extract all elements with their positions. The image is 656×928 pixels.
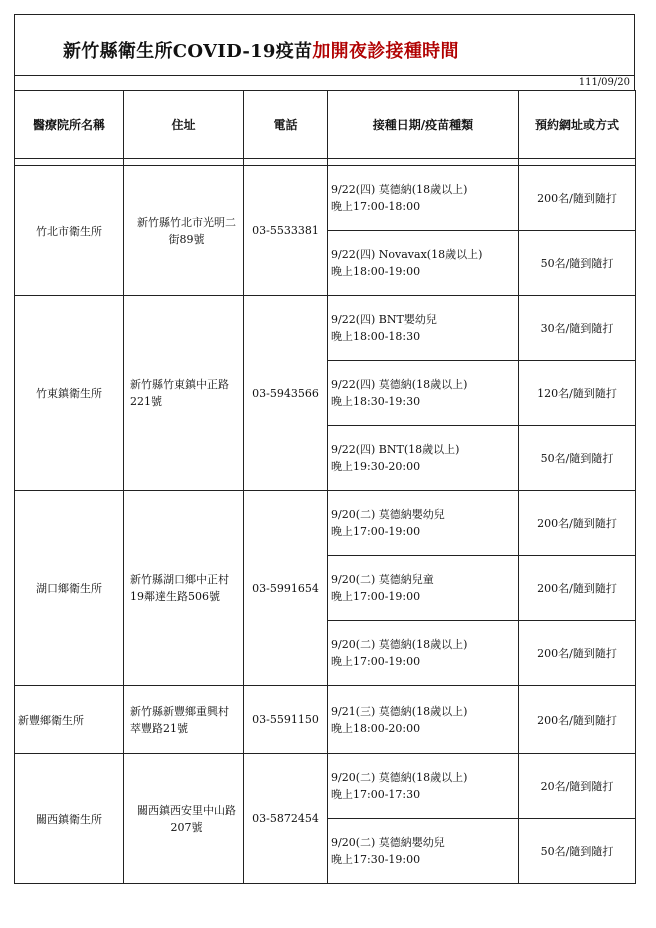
header-booking: 預約網址或方式 [519, 91, 636, 159]
date-stamp: 111/09/20 [14, 75, 635, 90]
session-info [328, 231, 519, 296]
session-time: 晚上18:00-18:30 [331, 330, 421, 343]
table-row [15, 491, 636, 556]
clinic-name: 竹東鎮衛生所 [15, 296, 124, 491]
address-line: 新竹縣新豐鄉重興村 [130, 704, 229, 718]
session-info [328, 361, 519, 426]
header-address: 住址 [124, 91, 244, 159]
session-booking: 200名/隨到隨打 [519, 556, 636, 621]
session-date-vaccine: 9/20(二) 莫德納嬰幼兒 [331, 508, 445, 521]
table-row [15, 686, 636, 754]
session-booking: 50名/隨到隨打 [519, 231, 636, 296]
session-time: 晚上17:00-17:30 [331, 788, 421, 801]
session-date-vaccine: 9/21(三) 莫德納(18歲以上) [331, 704, 468, 718]
address-line: 19鄰達生路506號 [130, 590, 220, 603]
clinic-name: 新豐鄉衛生所 [15, 686, 124, 754]
session-info [328, 296, 519, 361]
session-date-vaccine: 9/20(二) 莫德納嬰幼兒 [331, 836, 445, 849]
clinic-address [124, 754, 244, 884]
address-line: 萃豐路21號 [130, 721, 188, 735]
session-time: 晚上17:00-19:00 [331, 655, 421, 668]
clinic-address [124, 296, 244, 491]
session-time: 晚上17:00-19:00 [331, 525, 421, 538]
session-date-vaccine: 9/22(四) BNT嬰幼兒 [331, 313, 437, 326]
session-date-vaccine: 9/22(四) 莫德納(18歲以上) [331, 378, 468, 391]
clinic-name: 關西鎮衛生所 [15, 754, 124, 884]
clinic-address [124, 491, 244, 686]
session-date-vaccine: 9/20(二) 莫德納(18歲以上) [331, 771, 468, 784]
address-line: 新竹縣湖口鄉中正村 [130, 573, 229, 586]
session-time: 晚上19:30-20:00 [331, 460, 421, 473]
session-time: 晚上18:00-20:00 [331, 721, 421, 735]
header-clinic: 醫療院所名稱 [15, 91, 124, 159]
title-highlight: 加開夜診接種時間 [312, 41, 459, 62]
session-date-vaccine: 9/22(四) Novavax(18歲以上) [331, 248, 483, 261]
session-time: 晚上17:00-18:00 [331, 200, 421, 213]
header-spacer-row [15, 159, 636, 166]
session-booking: 50名/隨到隨打 [519, 819, 636, 884]
session-booking: 120名/隨到隨打 [519, 361, 636, 426]
spacer-cell [328, 159, 519, 166]
address-line: 新竹縣竹東鎮中正路 [130, 378, 229, 391]
clinic-address [124, 166, 244, 296]
session-info [328, 819, 519, 884]
page-title [63, 37, 459, 63]
clinic-name: 竹北市衛生所 [15, 166, 124, 296]
session-booking: 30名/隨到隨打 [519, 296, 636, 361]
table-row [15, 296, 636, 361]
session-info [328, 686, 519, 754]
session-info [328, 556, 519, 621]
session-booking: 200名/隨到隨打 [519, 686, 636, 754]
session-date-vaccine: 9/20(二) 莫德納(18歲以上) [331, 638, 468, 651]
table-row [15, 754, 636, 819]
session-info [328, 754, 519, 819]
session-booking: 200名/隨到隨打 [519, 166, 636, 231]
header-row [15, 91, 636, 159]
table-row [15, 166, 636, 231]
spacer-cell [15, 159, 124, 166]
session-info [328, 621, 519, 686]
address-line: 新竹縣竹北市光明二 [137, 215, 236, 229]
session-time: 晚上18:30-19:30 [331, 395, 421, 408]
address-line: 關西鎮西安里中山路 [137, 803, 236, 817]
title-box [14, 14, 635, 75]
clinic-phone: 03-5533381 [244, 166, 328, 296]
header-phone: 電話 [244, 91, 328, 159]
session-booking: 20名/隨到隨打 [519, 754, 636, 819]
session-booking: 50名/隨到隨打 [519, 426, 636, 491]
clinic-table [14, 90, 636, 884]
clinic-phone: 03-5991654 [244, 491, 328, 686]
session-info [328, 166, 519, 231]
session-time: 晚上17:00-19:00 [331, 590, 421, 603]
session-booking: 200名/隨到隨打 [519, 621, 636, 686]
session-date-vaccine: 9/22(四) 莫德納(18歲以上) [331, 183, 468, 196]
session-time: 晚上18:00-19:00 [331, 265, 421, 278]
spacer-cell [244, 159, 328, 166]
schedule-sheet [14, 14, 635, 884]
session-date-vaccine: 9/20(二) 莫德納兒童 [331, 573, 434, 586]
address-line: 207號 [170, 820, 203, 834]
clinic-name: 湖口鄉衛生所 [15, 491, 124, 686]
address-line: 街89號 [168, 232, 205, 246]
session-date-vaccine: 9/22(四) BNT(18歲以上) [331, 443, 460, 456]
clinic-address [124, 686, 244, 754]
spacer-cell [124, 159, 244, 166]
clinic-phone: 03-5872454 [244, 754, 328, 884]
clinic-phone: 03-5943566 [244, 296, 328, 491]
title-main: 新竹縣衛生所COVID-19疫苗 [63, 41, 313, 62]
session-booking: 200名/隨到隨打 [519, 491, 636, 556]
session-time: 晚上17:30-19:00 [331, 853, 421, 866]
session-info [328, 491, 519, 556]
spacer-cell [519, 159, 636, 166]
address-line: 221號 [130, 395, 162, 408]
clinic-phone: 03-5591150 [244, 686, 328, 754]
session-info [328, 426, 519, 491]
header-date-vaccine: 接種日期/疫苗種類 [328, 91, 519, 159]
